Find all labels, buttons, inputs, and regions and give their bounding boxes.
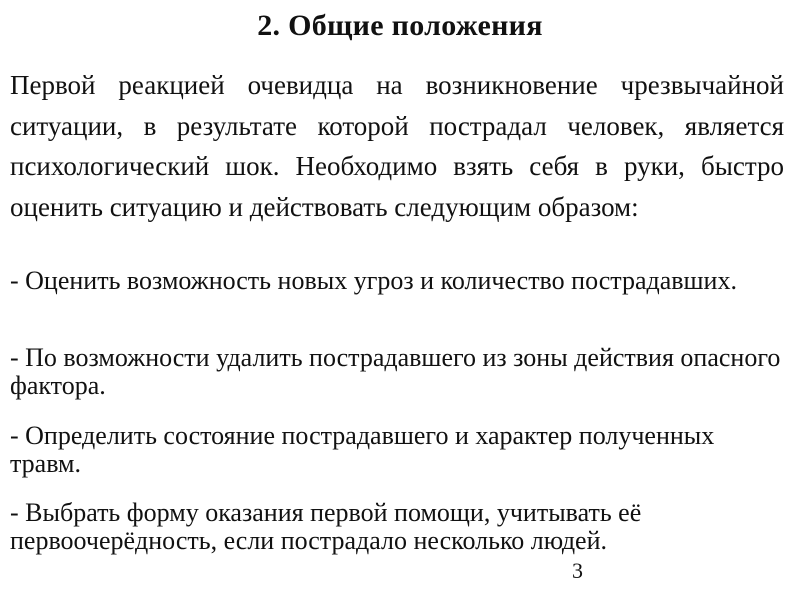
list-item: - Оценить возможность новых угроз и количество пострадавших. [10,266,737,295]
list-item: - Выбрать форму оказания первой помощи, учитывать её первоочерёдность, если пострадало несколько людей. [10,498,642,555]
page-number: 3 [572,558,583,583]
slide-title: 2. Общие положения [257,9,543,42]
intro-paragraph: Первой реакцией очевидца на возникновение чрезвычайной ситуации, в результате которой пострадал человек, является психологический шок. Необходимо взять себя в руки, быстро оценить ситуацию и действовать следующим образом: [10,70,784,222]
list-item: - Определить состояние пострадавшего и характер полученных травм. [10,421,715,478]
list-item: - По возможности удалить пострадавшего из зоны действия опасного фактора. [10,343,781,400]
